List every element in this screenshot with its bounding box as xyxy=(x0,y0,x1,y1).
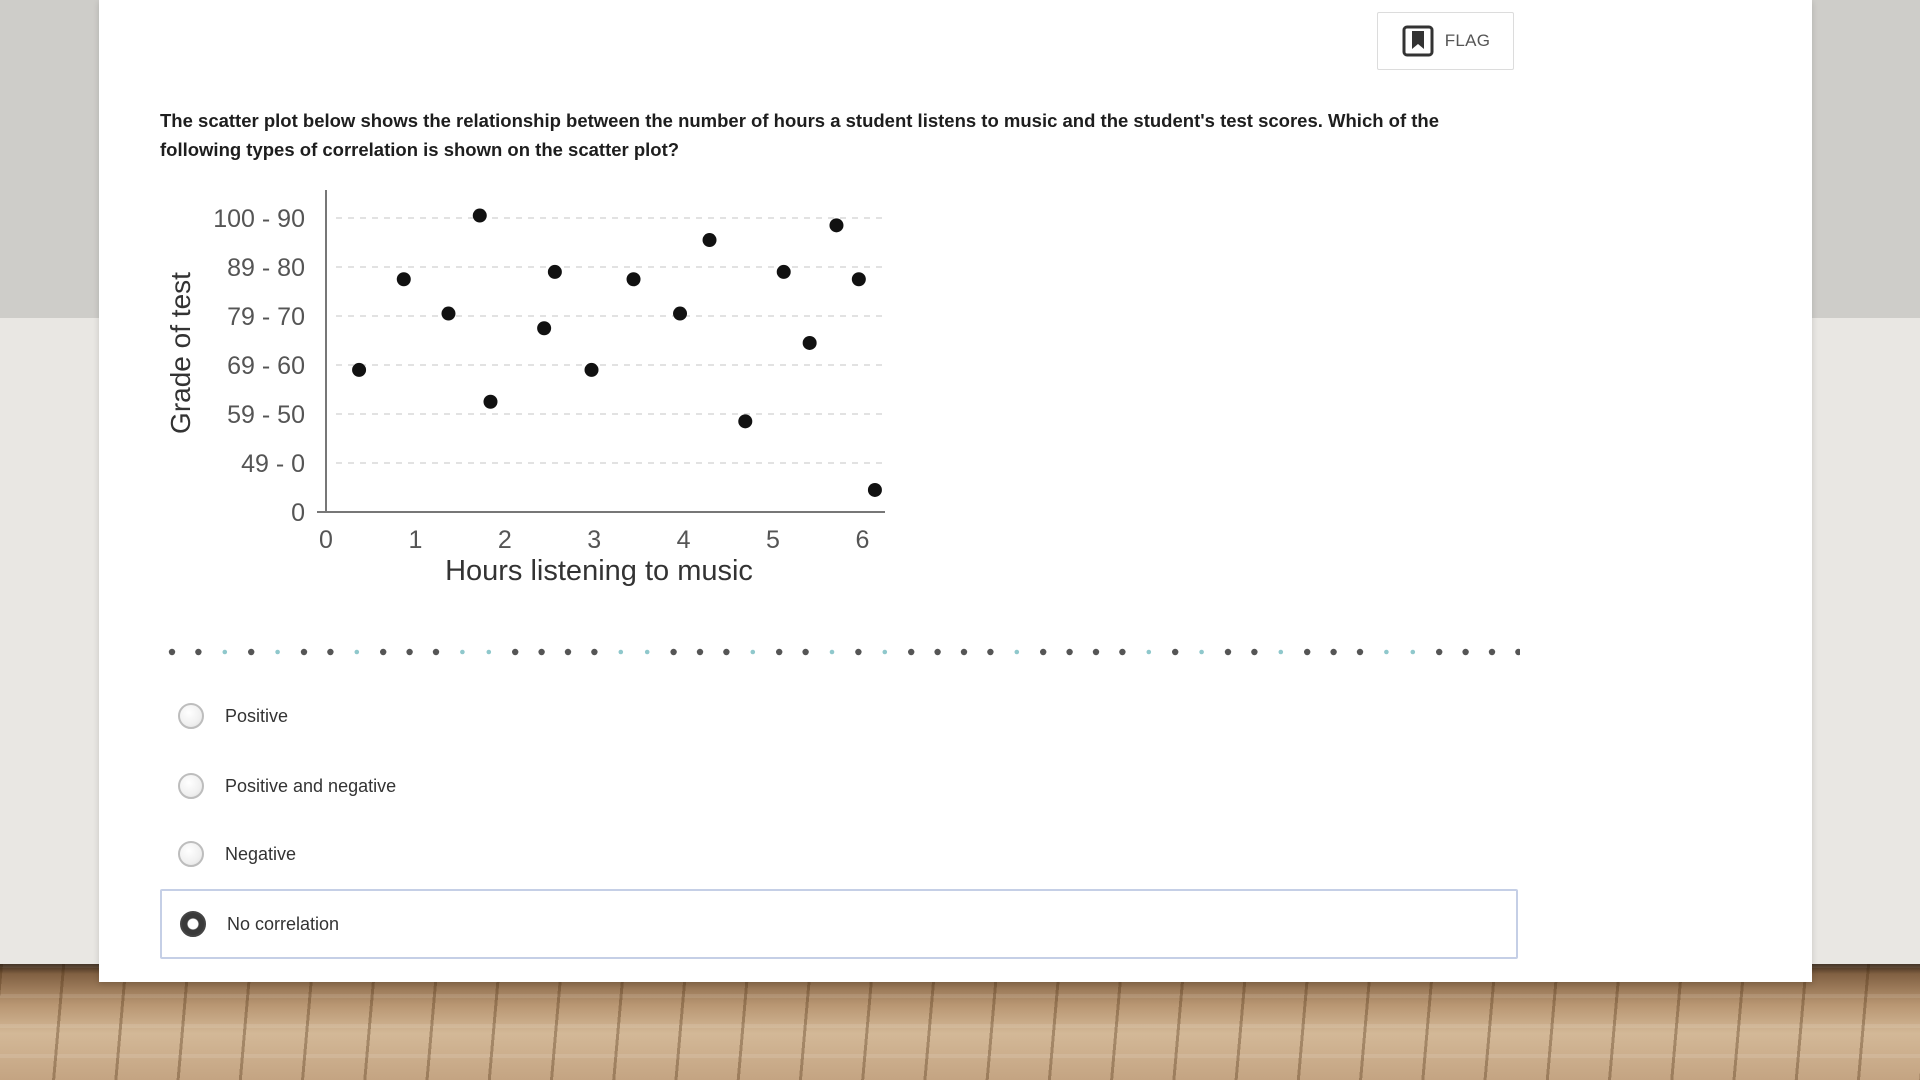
divider-dot xyxy=(538,649,544,655)
divider-dot xyxy=(1066,649,1072,655)
option-label: Positive xyxy=(225,705,289,726)
divider-dot xyxy=(1411,650,1416,655)
divider-dot xyxy=(1462,649,1468,655)
divider-dot xyxy=(1489,649,1495,655)
x-tick-labels xyxy=(319,526,869,554)
divider-dot xyxy=(802,649,808,655)
dotted-divider xyxy=(160,642,1520,662)
flag-button[interactable] xyxy=(1377,12,1514,70)
data-point xyxy=(868,483,882,497)
divider-dot xyxy=(619,650,624,655)
data-point xyxy=(829,218,843,232)
divider-dot xyxy=(1199,650,1204,655)
divider-dot xyxy=(487,650,492,655)
question-text: The scatter plot below shows the relationship between the number of hours a student listens to music and the student's test scores. Which of the following types of correlation is shown on the scatter plot? xyxy=(160,110,1440,160)
divider-dot xyxy=(670,649,676,655)
divider-dot xyxy=(751,650,756,655)
y-tick-label: 59 - 50 xyxy=(227,401,305,429)
divider-dot xyxy=(1304,649,1310,655)
divider-dot xyxy=(1330,649,1336,655)
divider-dot xyxy=(1093,649,1099,655)
radio-button-selected[interactable] xyxy=(180,911,206,937)
option-label: No correlation xyxy=(227,913,340,934)
option-label: Positive and negative xyxy=(225,775,397,796)
divider-dot xyxy=(460,650,465,655)
x-tick-label: 4 xyxy=(676,526,691,554)
divider-dot xyxy=(1251,649,1257,655)
option-positive-and-negative[interactable] xyxy=(160,751,1518,821)
divider-dot xyxy=(355,650,360,655)
divider-dot xyxy=(327,649,333,655)
radio-button[interactable] xyxy=(178,773,204,799)
divider-dot xyxy=(380,649,386,655)
divider-dot xyxy=(248,649,254,655)
divider-dot xyxy=(723,649,729,655)
data-point xyxy=(548,265,562,279)
divider-dot xyxy=(1515,649,1520,655)
y-tick-labels xyxy=(213,205,305,527)
divider-dot xyxy=(1279,650,1284,655)
y-tick-label: 69 - 60 xyxy=(227,352,305,380)
bookmark-icon xyxy=(1401,24,1435,58)
scatter-plot xyxy=(160,190,900,600)
divider-dot xyxy=(908,649,914,655)
y-tick-label: 89 - 80 xyxy=(227,254,305,282)
divider-dot xyxy=(1357,649,1363,655)
divider-dot xyxy=(169,649,175,655)
option-no-correlation[interactable] xyxy=(160,889,1518,959)
divider-dot xyxy=(565,649,571,655)
y-tick-label: 79 - 70 xyxy=(227,303,305,331)
divider-dot xyxy=(591,649,597,655)
divider-dot xyxy=(961,649,967,655)
divider-dot xyxy=(1384,650,1389,655)
data-point xyxy=(803,336,817,350)
data-point xyxy=(703,233,717,247)
x-tick-label: 2 xyxy=(497,526,512,554)
data-point xyxy=(441,307,455,321)
data-point xyxy=(585,363,599,377)
divider-dot xyxy=(934,649,940,655)
divider-dot xyxy=(1040,649,1046,655)
y-tick-label: 100 - 90 xyxy=(213,205,305,233)
y-axis-label: Grade of test xyxy=(165,272,196,434)
x-tick-label: 0 xyxy=(319,526,333,554)
radio-button[interactable] xyxy=(178,841,204,867)
x-tick-label: 6 xyxy=(855,526,870,554)
divider-dot xyxy=(1015,650,1020,655)
data-point xyxy=(352,363,366,377)
divider-dot xyxy=(776,649,782,655)
data-point xyxy=(483,395,497,409)
divider-dot xyxy=(883,650,888,655)
divider-dot xyxy=(433,649,439,655)
chart-points xyxy=(352,209,882,497)
x-tick-label: 3 xyxy=(587,526,602,554)
divider-dot xyxy=(512,649,518,655)
radio-button[interactable] xyxy=(178,703,204,729)
divider-dot xyxy=(830,650,835,655)
data-point xyxy=(473,209,487,223)
chart-grid xyxy=(336,218,885,463)
divider-dot xyxy=(301,649,307,655)
data-point xyxy=(738,414,752,428)
divider-dot xyxy=(645,650,650,655)
data-point xyxy=(673,307,687,321)
divider-dot xyxy=(1436,649,1442,655)
option-label: Negative xyxy=(225,843,297,864)
x-axis-label: Hours listening to music xyxy=(445,555,753,587)
divider-dot xyxy=(697,649,703,655)
y-tick-label: 0 xyxy=(291,499,305,527)
x-tick-label: 5 xyxy=(766,526,780,554)
divider-dot xyxy=(406,649,412,655)
divider-dot xyxy=(223,650,228,655)
y-tick-label: 49 - 0 xyxy=(241,450,305,478)
divider-dot xyxy=(987,649,993,655)
data-point xyxy=(777,265,791,279)
divider-dot xyxy=(195,649,201,655)
data-point xyxy=(537,321,551,335)
data-point xyxy=(397,272,411,286)
divider-dot xyxy=(855,649,861,655)
flag-label: FLAG xyxy=(1444,31,1491,50)
divider-dot xyxy=(1225,649,1231,655)
divider-dot xyxy=(1147,650,1152,655)
divider-dot xyxy=(1119,649,1125,655)
divider-dot xyxy=(275,650,280,655)
option-negative[interactable] xyxy=(160,819,1518,889)
data-point xyxy=(627,272,641,286)
divider-dot xyxy=(1172,649,1178,655)
option-positive[interactable] xyxy=(160,681,1518,751)
data-point xyxy=(852,272,866,286)
x-tick-label: 1 xyxy=(408,526,423,554)
